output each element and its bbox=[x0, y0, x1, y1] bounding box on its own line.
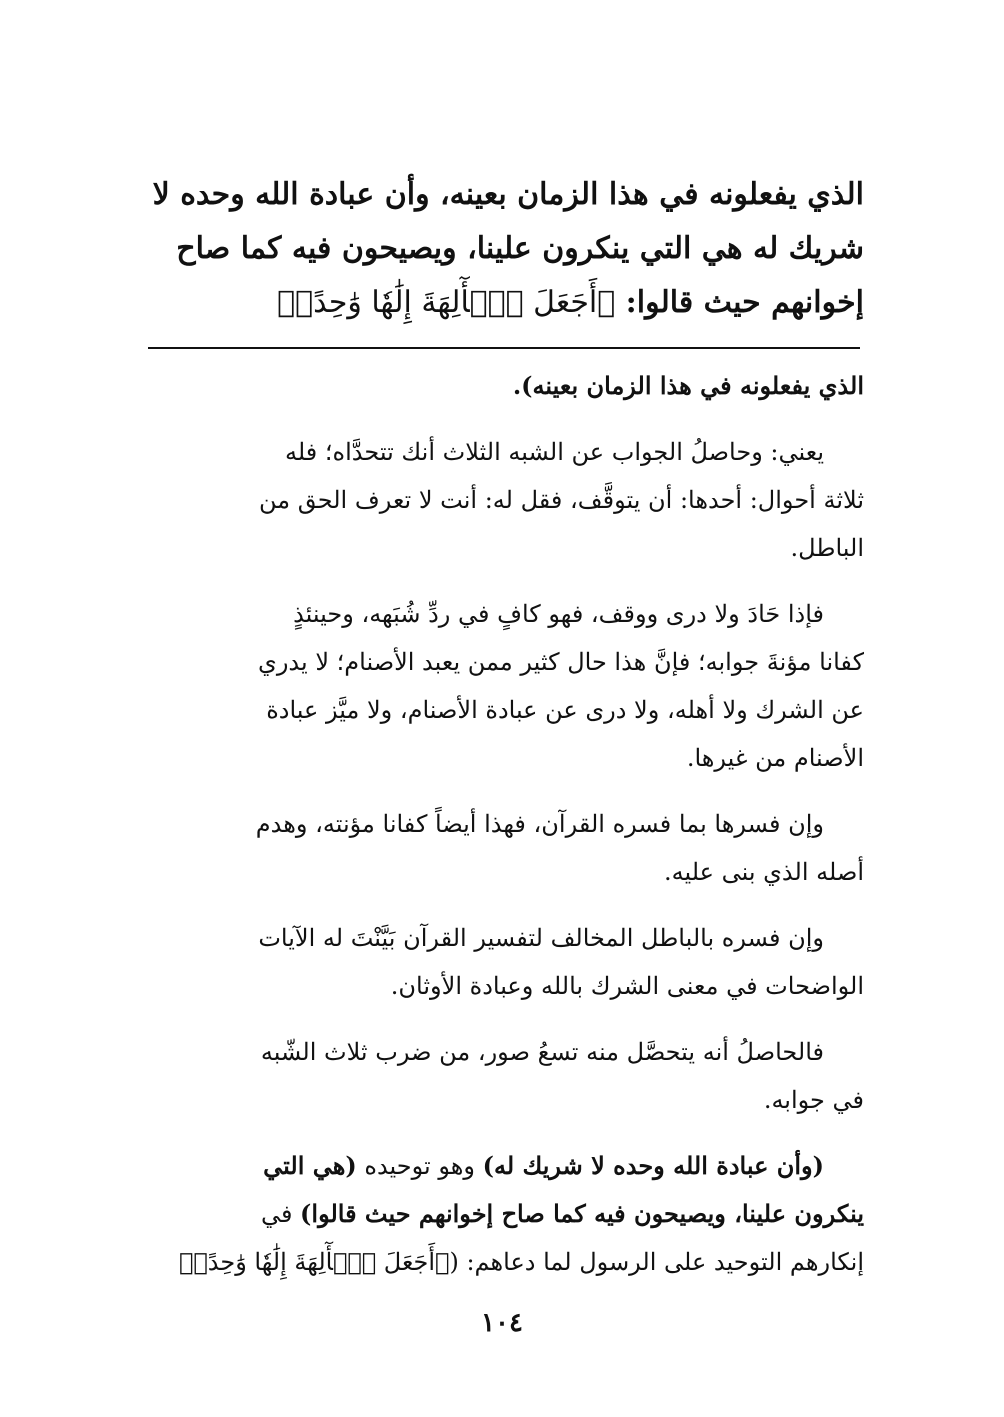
quoted-matn: ينكرون علينا، ويصيحون فيه كما صاح إخوانهم حيث قالوا) bbox=[300, 1199, 864, 1228]
commentary-text: في bbox=[260, 1200, 301, 1228]
paragraph bbox=[140, 428, 864, 572]
paragraph-line: الواضحات في معنى الشرك بالله وعبادة الأوثان. bbox=[390, 972, 864, 1000]
quran-verse: ﴿أَجَعَلَ ٱلۡأٓلِهَةَ إِلَٰهٗا وَٰحِدًاۖ bbox=[178, 1248, 450, 1276]
matn-line: الذي يفعلونه في هذا الزمان بعينه، وأن عبادة الله وحده لا bbox=[152, 177, 864, 212]
paragraph-line: وإن فسرها بما فسره القرآن، فهذا أيضاً كفانا مؤنته، وهدم bbox=[255, 810, 824, 838]
paragraph-line: يعني: وحاصلُ الجواب عن الشبه الثلاث أنك تتحدَّاه؛ فله bbox=[284, 438, 824, 466]
paragraph-line: الباطل. bbox=[790, 534, 864, 562]
paragraph bbox=[140, 362, 864, 410]
quran-verse: ﴿أَجَعَلَ ٱلۡأٓلِهَةَ إِلَٰهٗا وَٰحِدًاۖ bbox=[277, 285, 616, 320]
paragraph-line bbox=[140, 1238, 864, 1286]
paragraph-line: في جوابه. bbox=[763, 1086, 864, 1114]
paragraph-line: وإن فسره بالباطل المخالف لتفسير القرآن بَيَّنْتَ له الآيات bbox=[258, 924, 824, 952]
paragraph bbox=[140, 590, 864, 782]
paragraph bbox=[140, 914, 864, 1010]
paragraph-line bbox=[140, 1142, 864, 1190]
paragraph bbox=[140, 800, 864, 896]
sharh-text-block bbox=[140, 362, 864, 1304]
paragraph-line: فالحاصلُ أنه يتحصَّل منه تسعُ صور، من ضرب ثلاث الشّبه bbox=[260, 1038, 824, 1066]
document-page bbox=[140, 0, 864, 1417]
paragraph-line bbox=[140, 1190, 864, 1238]
commentary-text: إنكارهم التوحيد على الرسول لما دعاهم: ( bbox=[449, 1248, 864, 1276]
paragraph-line: كفانا مؤنةَ جوابه؛ فإنَّ هذا حال كثير ممن يعبد الأصنام؛ لا يدري bbox=[258, 648, 864, 676]
paragraph-line: عن الشرك ولا أهله، ولا درى عن عبادة الأصنام، ولا ميَّز عبادة bbox=[266, 696, 864, 724]
paragraph bbox=[140, 1142, 864, 1286]
matn-line-text: إخوانهم حيث قالوا: bbox=[615, 285, 864, 320]
paragraph-line: فإذا حَادَ ولا درى ووقف، فهو كافٍ في ردِّ شُبَهه، وحينئذٍ bbox=[293, 600, 824, 628]
paragraph-line: ثلاثة أحوال: أحدها: أن يتوقَّف، فقل له: أنت لا تعرف الحق من bbox=[258, 486, 864, 514]
paragraph-line: الأصنام من غيرها. bbox=[686, 744, 864, 772]
matn-line: شريك له هي التي ينكرون علينا، ويصيحون فيه كما صاح bbox=[176, 231, 864, 266]
quoted-matn: (هي التي bbox=[263, 1151, 357, 1180]
matn-text-block bbox=[140, 168, 864, 330]
paragraph bbox=[140, 1028, 864, 1124]
paragraph-line: الذي يفعلونه في هذا الزمان بعينه). bbox=[512, 371, 864, 400]
page-number: ١٠٤ bbox=[481, 1308, 523, 1338]
quoted-matn: (وأن عبادة الله وحده لا شريك له) bbox=[482, 1151, 824, 1180]
matn-line bbox=[140, 276, 864, 330]
paragraph-line: أصله الذي بنى عليه. bbox=[663, 858, 864, 886]
commentary-text: وهو توحيده bbox=[356, 1152, 483, 1180]
section-divider bbox=[148, 347, 860, 349]
